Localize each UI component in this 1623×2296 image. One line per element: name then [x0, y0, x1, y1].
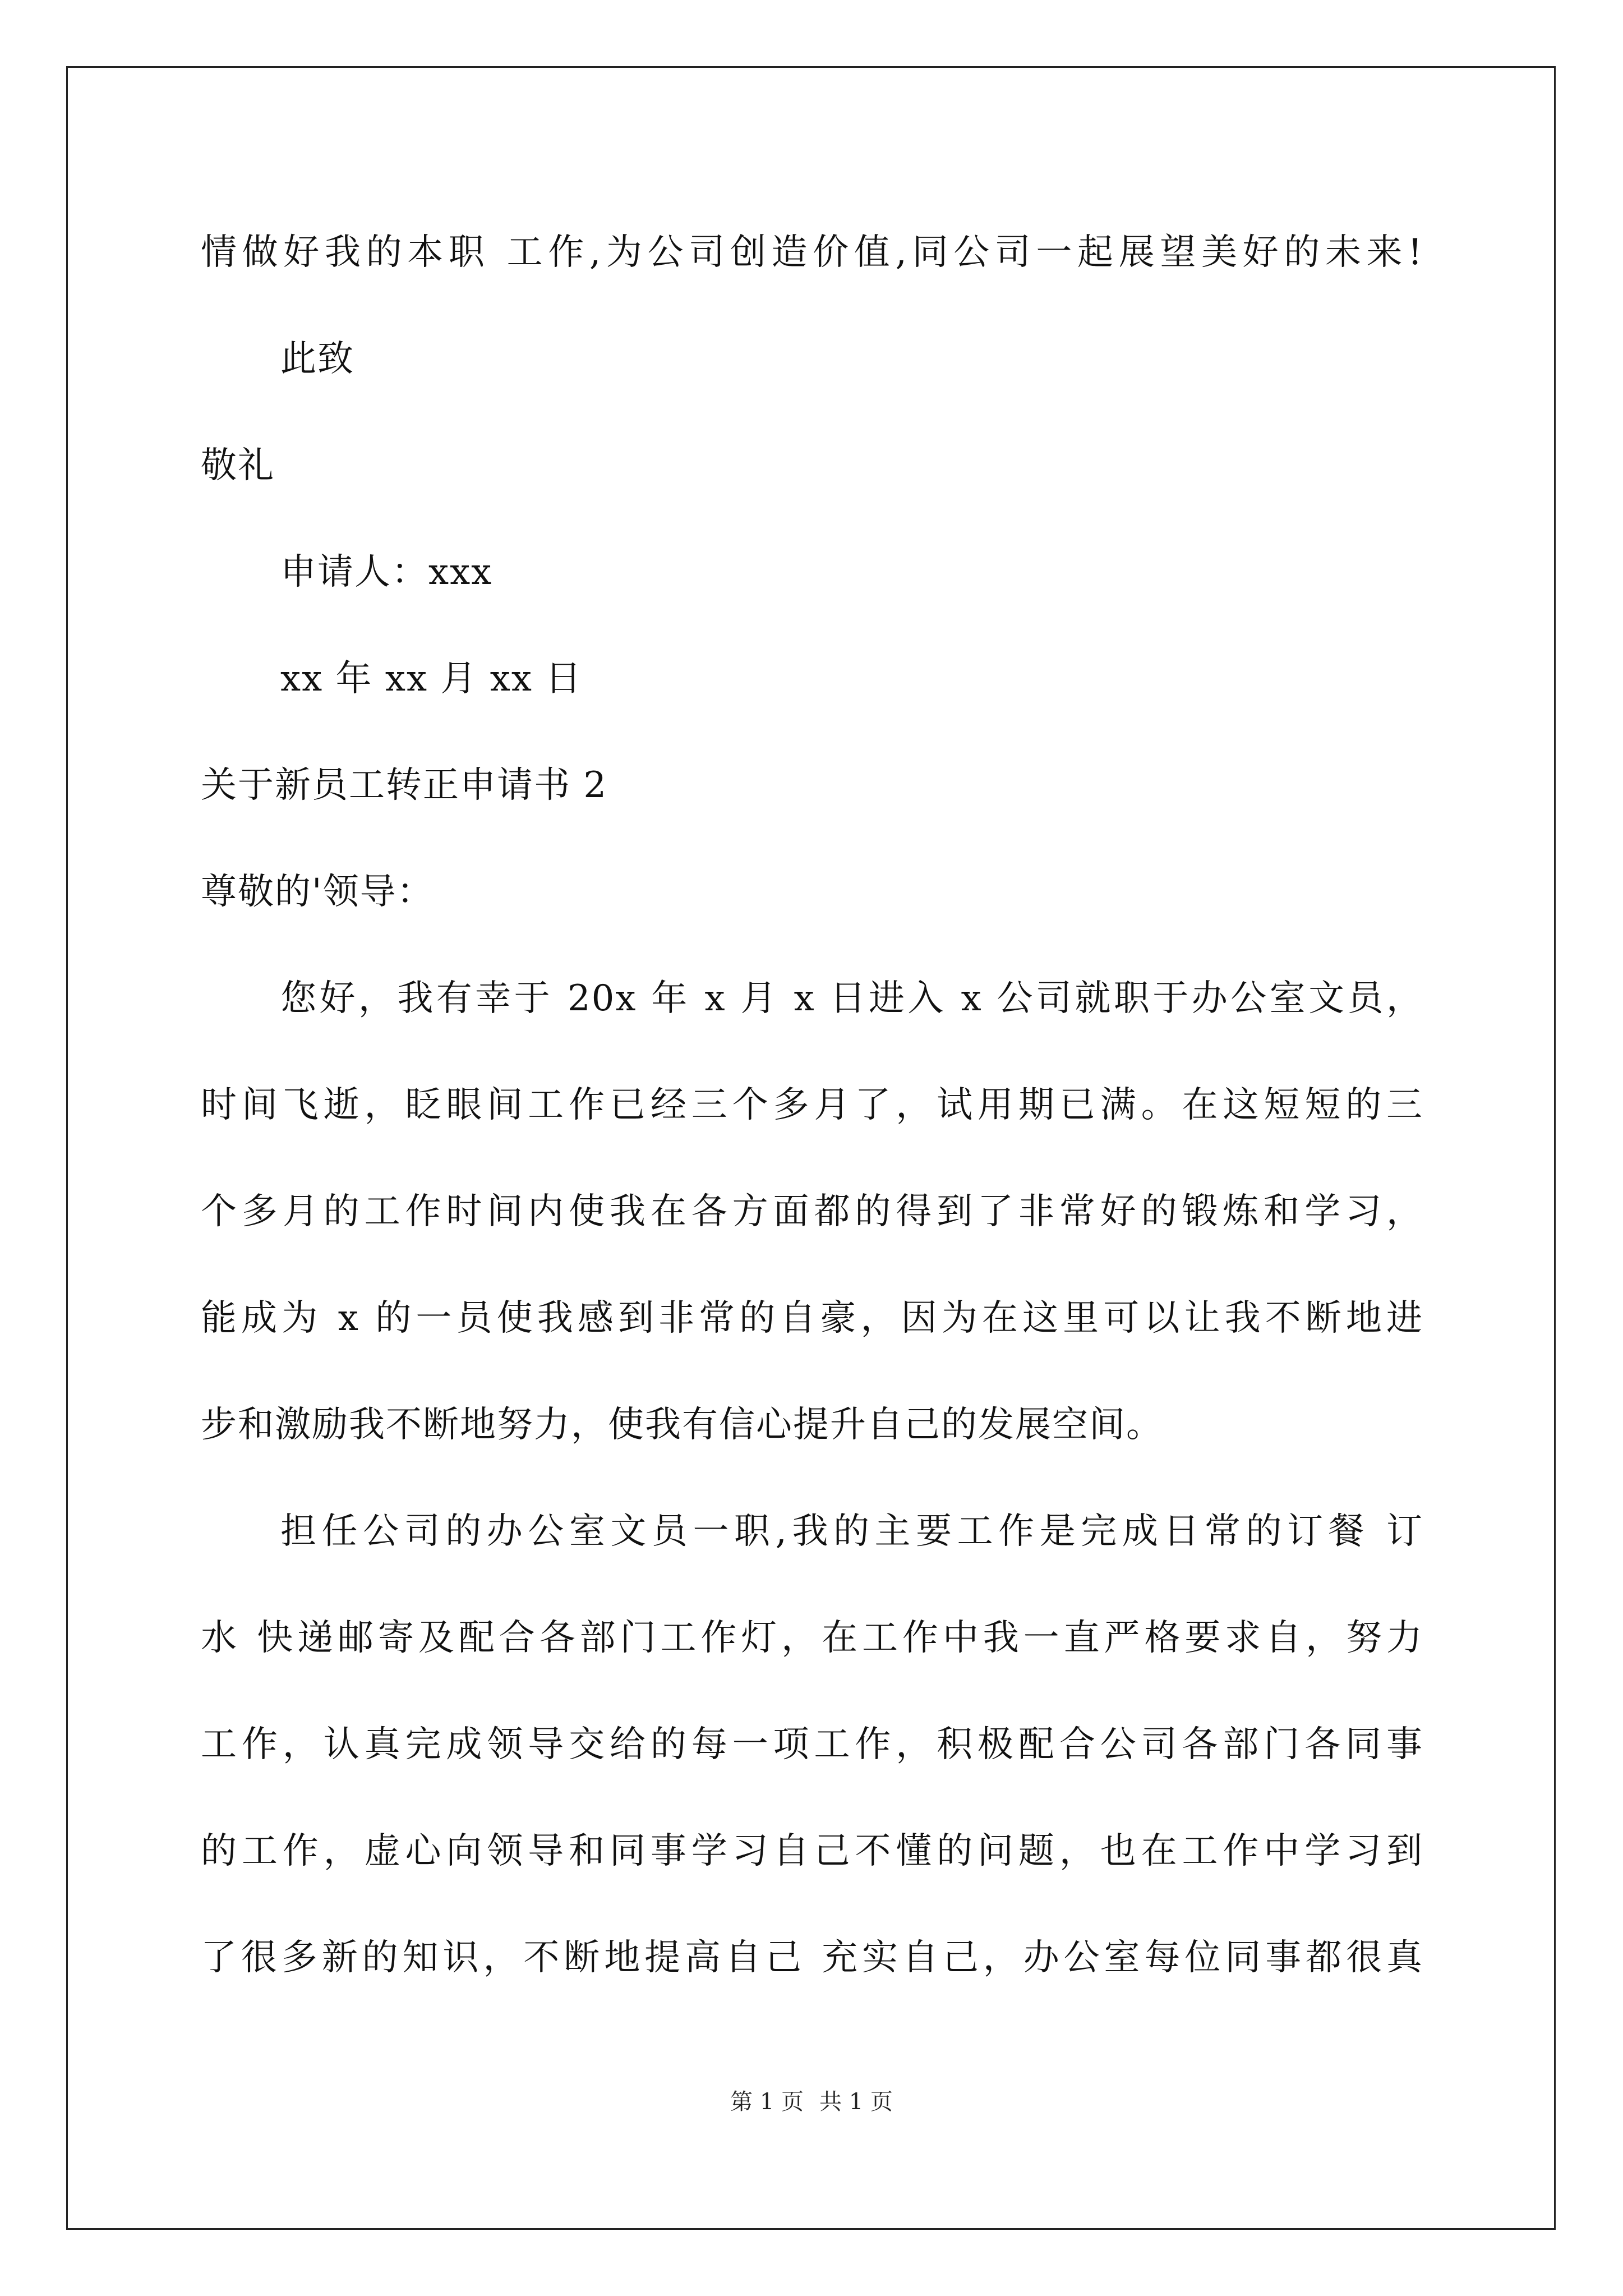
- section-title: 关于新员工转正申请书 2: [201, 765, 608, 806]
- body-text-line: 水 快递邮寄及配合各部门工作灯，在工作中我一直严格要求自，努力: [201, 1617, 1423, 1659]
- body-text-line: 能成为 x 的一员使我感到非常的自豪，因为在这里可以让我不断地进: [201, 1297, 1423, 1339]
- closing-salutation: 此致: [280, 338, 354, 380]
- page-footer: [0, 2088, 1623, 2116]
- body-text-line: 时间飞逝，眨眼间工作已经三个多月了，试用期已满。在这短短的三: [201, 1084, 1423, 1126]
- body-text-line: 个多月的工作时间内使我在各方面都的得到了非常好的锻炼和学习，: [201, 1191, 1423, 1232]
- body-text-line: 担任公司的办公室文员一职,我的主要工作是完成日常的订餐 订: [280, 1511, 1423, 1552]
- body-text-line: 情做好我的本职 工作,为公司创造价值,同公司一起展望美好的未来!: [201, 232, 1423, 273]
- closing-regards: 敬礼: [201, 445, 275, 486]
- greeting: 尊敬的'领导：: [201, 871, 434, 913]
- page-number: 第 1 页: [730, 2089, 804, 2115]
- page-border: [66, 66, 1556, 2230]
- body-text-line: 了很多新的知识，不断地提高自己 充实自己，办公室每位同事都很真: [201, 1937, 1423, 1978]
- page-total: 共 1 页: [819, 2089, 893, 2115]
- body-text-line: 步和激励我不断地努力，使我有信心提升自己的发展空间。: [201, 1404, 1163, 1446]
- body-text-line: 工作，认真完成领导交给的每一项工作，积极配合公司各部门各同事: [201, 1724, 1423, 1765]
- body-text-line: 您好，我有幸于 20x 年 x 月 x 日进入 x 公司就职于办公室文员，: [280, 978, 1423, 1019]
- applicant-signature: 申请人：xxx: [280, 551, 493, 593]
- body-text-line: 的工作，虚心向领导和同事学习自己不懂的问题，也在工作中学习到: [201, 1830, 1423, 1872]
- date-line: xx 年 xx 月 xx 日: [280, 658, 583, 700]
